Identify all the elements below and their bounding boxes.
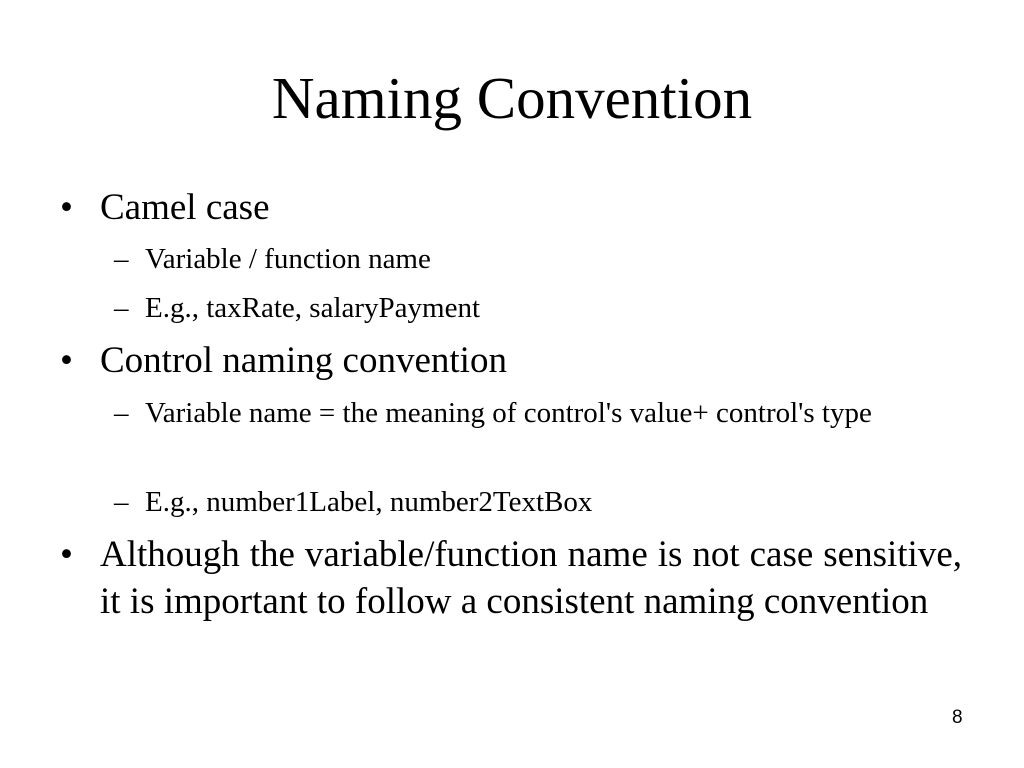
bullet-text: Although the variable/function name is not case sensitive, it is important to follow a consistent naming convention bbox=[100, 534, 962, 622]
bullet-marker: • bbox=[60, 340, 73, 381]
sub-bullet-variable-meaning bbox=[114, 393, 962, 433]
sub-bullet-text: E.g., number1Label, number2TextBox bbox=[145, 486, 593, 518]
sub-bullet-control-example bbox=[114, 482, 962, 522]
sub-bullet-text: Variable / function name bbox=[145, 243, 431, 275]
sub-bullet-camel-example bbox=[114, 288, 962, 328]
bullet-consistency-note bbox=[60, 531, 962, 625]
dash-marker: – bbox=[114, 486, 129, 518]
bullet-camel-case bbox=[60, 184, 962, 231]
bullet-control-naming bbox=[60, 337, 962, 384]
sub-bullet-text: E.g., taxRate, salaryPayment bbox=[145, 292, 481, 324]
sub-bullet-variable-function-name bbox=[114, 239, 962, 279]
bullet-text: Control naming convention bbox=[100, 340, 507, 381]
dash-marker: – bbox=[114, 397, 129, 429]
page-number: 8 bbox=[952, 707, 963, 728]
bullet-text: Camel case bbox=[100, 187, 270, 228]
bullet-marker: • bbox=[60, 534, 73, 575]
dash-marker: – bbox=[114, 292, 129, 324]
sub-bullet-text: Variable name = the meaning of control's value+ control's type bbox=[145, 397, 872, 429]
bullet-marker: • bbox=[60, 187, 73, 228]
slide-title: Naming Convention bbox=[271, 65, 753, 131]
dash-marker: – bbox=[114, 243, 129, 275]
